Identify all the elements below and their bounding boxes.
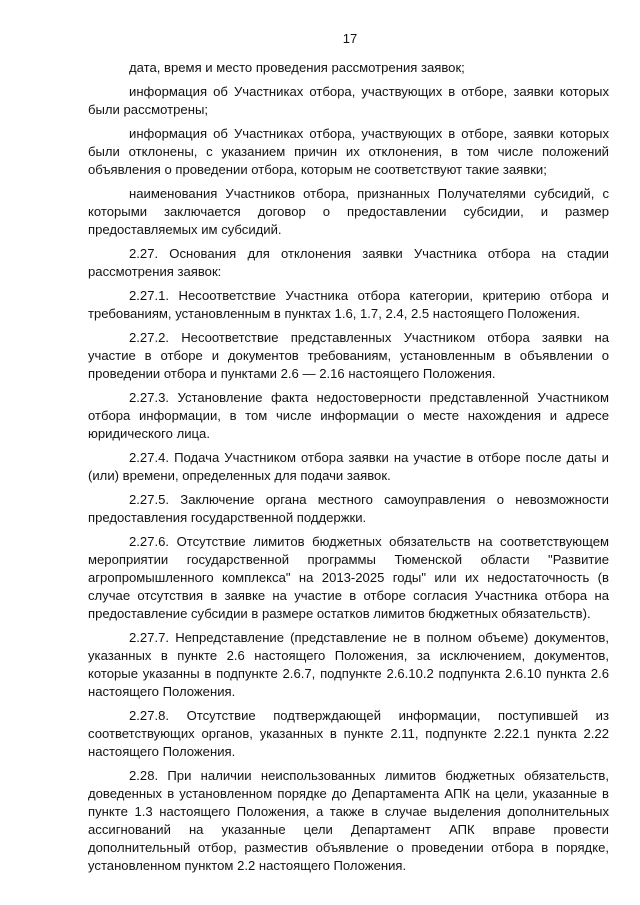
paragraph-review-date: дата, время и место проведения рассмотрения заявок; [129, 60, 465, 75]
paragraph-2-27-2: 2.27.2. Несоответствие представленных Участником отбора заявки на участие в отборе и документов требованиям, установленным в объявлении о проведении отбора и пунктами 2.6 — 2.16 настоящего Положения. [88, 330, 609, 381]
paragraph-2-27-5: 2.27.5. Заключение органа местного самоуправления о невозможности предоставления государственной поддержки. [88, 492, 609, 525]
paragraph-subsidy-recipients: наименования Участников отбора, признанных Получателями субсидий, с которыми заключается договор о предоставлении субсидии, и размер предоставляемых им субсидий. [88, 186, 609, 237]
paragraph-2-27-1: 2.27.1. Несоответствие Участника отбора категории, критерию отбора и требованиям, установленным в пунктах 1.6, 1.7, 2.4, 2.5 настоящего Положения. [88, 288, 609, 321]
paragraph-2-27-8: 2.27.8. Отсутствие подтверждающей информации, поступившей из соответствующих органов, указанных в пункте 2.11, подпункте 2.22.1 пункта 2.22 настоящего Положения. [88, 708, 609, 759]
paragraph-2-27-7: 2.27.7. Непредставление (представление не в полном объеме) документов, указанных в пункте 2.6 настоящего Положения, за исключением, документов, которые указанны в подпункте 2.6.7, подпункте 2.6.10.2 подпункта 2.6.10 пункта 2.6 настоящего Положения. [88, 630, 609, 699]
paragraph-2-28: 2.28. При наличии неиспользованных лимитов бюджетных обязательств, доведенных в установленном порядке до Департамента АПК на цели, указанные в пункте 1.3 настоящего Положения, а также в случае выделения дополнительных ассигнований на указанные цели Департамент АПК вправе провести дополнительный отбор, разместив объявление о проведении отбора в порядке, установленном пунктом 2.2 настоящего Положения. [88, 768, 609, 873]
paragraph-2-27-6: 2.27.6. Отсутствие лимитов бюджетных обязательств на соответствующем мероприятии государственной программы Тюменской области "Развитие агропромышленного комплекса" на 2013-2025 годы" или их недостаточность (в случае отсутствия в заявке на участие в отборе согласия Участника отбора на предоставление субсидии в размере остатков лимитов бюджетных обязательств). [88, 534, 609, 621]
paragraph-2-27: 2.27. Основания для отклонения заявки Участника отбора на стадии рассмотрения заявок: [88, 246, 609, 279]
paragraph-rejected-participants: информация об Участниках отбора, участвующих в отборе, заявки которых были отклонены, с указанием причин их отклонения, в том числе положений объявления о проведении отбора, которым не соответствуют такие заявки; [88, 126, 609, 177]
page-number: 17 [342, 31, 358, 46]
paragraph-reviewed-participants: информация об Участниках отбора, участвующих в отборе, заявки которых были рассмотрены; [88, 84, 609, 117]
document-body [88, 59, 609, 881]
paragraph-2-27-4: 2.27.4. Подача Участником отбора заявки на участие в отборе после даты и (или) времени, определенных для подачи заявок. [88, 450, 609, 483]
paragraph-2-27-3: 2.27.3. Установление факта недостоверности представленной Участником отбора информации, в том числе информации о месте нахождения и адресе юридического лица. [88, 390, 609, 441]
